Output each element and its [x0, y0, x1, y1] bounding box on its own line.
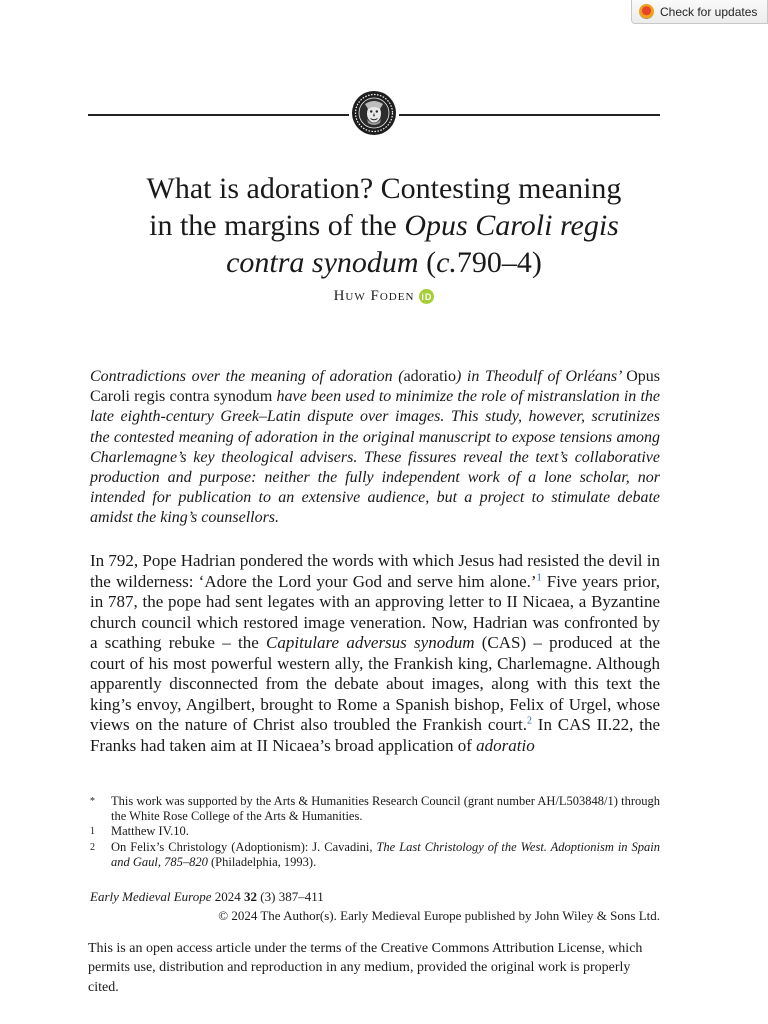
abstract-part-2: ) in Theodulf of Orléans’: [456, 368, 627, 385]
title-work-italic-2: contra synodum: [226, 246, 419, 279]
body-sentence-3: (CAS) – produced at the court of his most powerful western ally, the Frankish king, Charlemagne. Although apparently disconnected from the debate about images, along with this text the king’s envoy, Angilbert, brought to Rome a Spanish bishop, Felix of Urgel, whose views on the nature of Christ also troubled the Frankish court.: [90, 633, 661, 734]
footnote-2-book-title: The Last Christology of the West. Adoptionism in Spain and Gaul, 785–820: [111, 839, 660, 869]
check-for-updates-label: Check for updates: [660, 4, 758, 19]
title-work-italic: Opus Caroli regis: [404, 209, 619, 242]
footnotes: [90, 794, 660, 870]
title-paren: (: [418, 246, 437, 279]
body-adoratio: adoratio: [476, 735, 535, 755]
journal-copyright: © 2024 The Author(s). Early Medieval Europe published by John Wiley & Sons Ltd.: [218, 908, 660, 923]
footnote-1: [90, 824, 660, 839]
footnote-star-mark: *: [90, 796, 95, 807]
open-access-notice: This is an open access article under the terms of the Creative Commons Attribution License, which permits use, distribution and reproduction in any medium, provided the original work is properly cited.: [88, 941, 643, 995]
title-date: 790–4): [456, 246, 542, 279]
title-line-1: What is adoration? Contesting meaning: [146, 172, 622, 205]
abstract-part-1: Contradictions over the meaning of adoration (: [90, 368, 404, 385]
footnote-2-mark: 2: [90, 841, 95, 853]
journal-name: Early Medieval Europe: [90, 889, 212, 904]
body-sentence-2: Five years prior, in 787, the pope had sent legates with an approving letter to II Nicaea, a Byzantine church council which restored image veneration. Now, Hadrian was confronted by a scathing rebuke – the: [90, 571, 660, 652]
body-sentence-1: In 792, Pope Hadrian pondered the words with which Jesus had resisted the devil in the wilderness: ‘Adore the Lord your God and serve him alone.’: [90, 551, 660, 591]
header-rule-left: [88, 114, 349, 116]
author-byline: [0, 288, 768, 305]
header-rule-right: [399, 114, 660, 116]
body-sentence-4: In CAS II.22, the Franks had taken aim at II Nicaea’s broad application of: [90, 715, 660, 755]
footnote-1-text: Matthew IV.10.: [111, 824, 189, 839]
footnote-2-post: (Philadelphia, 1993).: [207, 854, 317, 869]
footnote-ref-2[interactable]: 2: [527, 715, 533, 727]
abstract-work-title: Opus Caroli regis contra synodum: [90, 368, 660, 406]
body-paragraph: [90, 551, 660, 756]
journal-info: [90, 887, 660, 925]
journal-issue-pages: (3) 387–411: [257, 889, 324, 904]
orcid-icon[interactable]: iD: [419, 289, 434, 304]
check-for-updates-button[interactable]: [631, 0, 768, 24]
title-circa: c.: [436, 246, 457, 279]
footnote-2-pre: On Felix’s Christology (Adoptionism): J. Cavadini,: [111, 839, 377, 854]
footnote-2: [90, 840, 660, 870]
journal-citation: [90, 887, 660, 906]
header-ornament: [88, 90, 660, 140]
footnote-1-mark: 1: [90, 826, 95, 838]
article-title: [60, 170, 708, 281]
body-cas-title: Capitulare adversus synodum: [266, 633, 475, 652]
abstract-part-3: have been used to minimize the role of mistranslation in the late eighth-century Greek–Latin dispute over images. This study, however, scrutinizes the contested meaning of adoration in the original manuscript to expose tensions among Charlemagne’s key theological advisers. These fissures reveal the text’s collaborative production and purpose: neither the fully independent work of a lone scholar, nor intended for publication to an extensive audience, but a project to stimulate debate amidst the king’s counsellors.: [90, 388, 661, 527]
journal-volume: 32: [244, 889, 258, 904]
journal-year: 2024: [211, 889, 245, 904]
footnote-star: [90, 794, 660, 824]
footnote-star-text: This work was supported by the Arts & Humanities Research Council (grant number AH/L503848/1) through the White Rose College of the Arts & Humanities.: [111, 794, 660, 824]
abstract: [90, 367, 660, 529]
crossmark-icon: [639, 4, 654, 19]
abstract-term: adoratio: [403, 368, 456, 385]
footnote-ref-1[interactable]: 1: [536, 571, 542, 583]
footnote-2-text: [111, 840, 660, 870]
title-line-2-text: in the margins of the: [149, 209, 405, 242]
face-emblem-icon: [351, 90, 397, 136]
author-name: Huw Foden: [333, 288, 415, 304]
